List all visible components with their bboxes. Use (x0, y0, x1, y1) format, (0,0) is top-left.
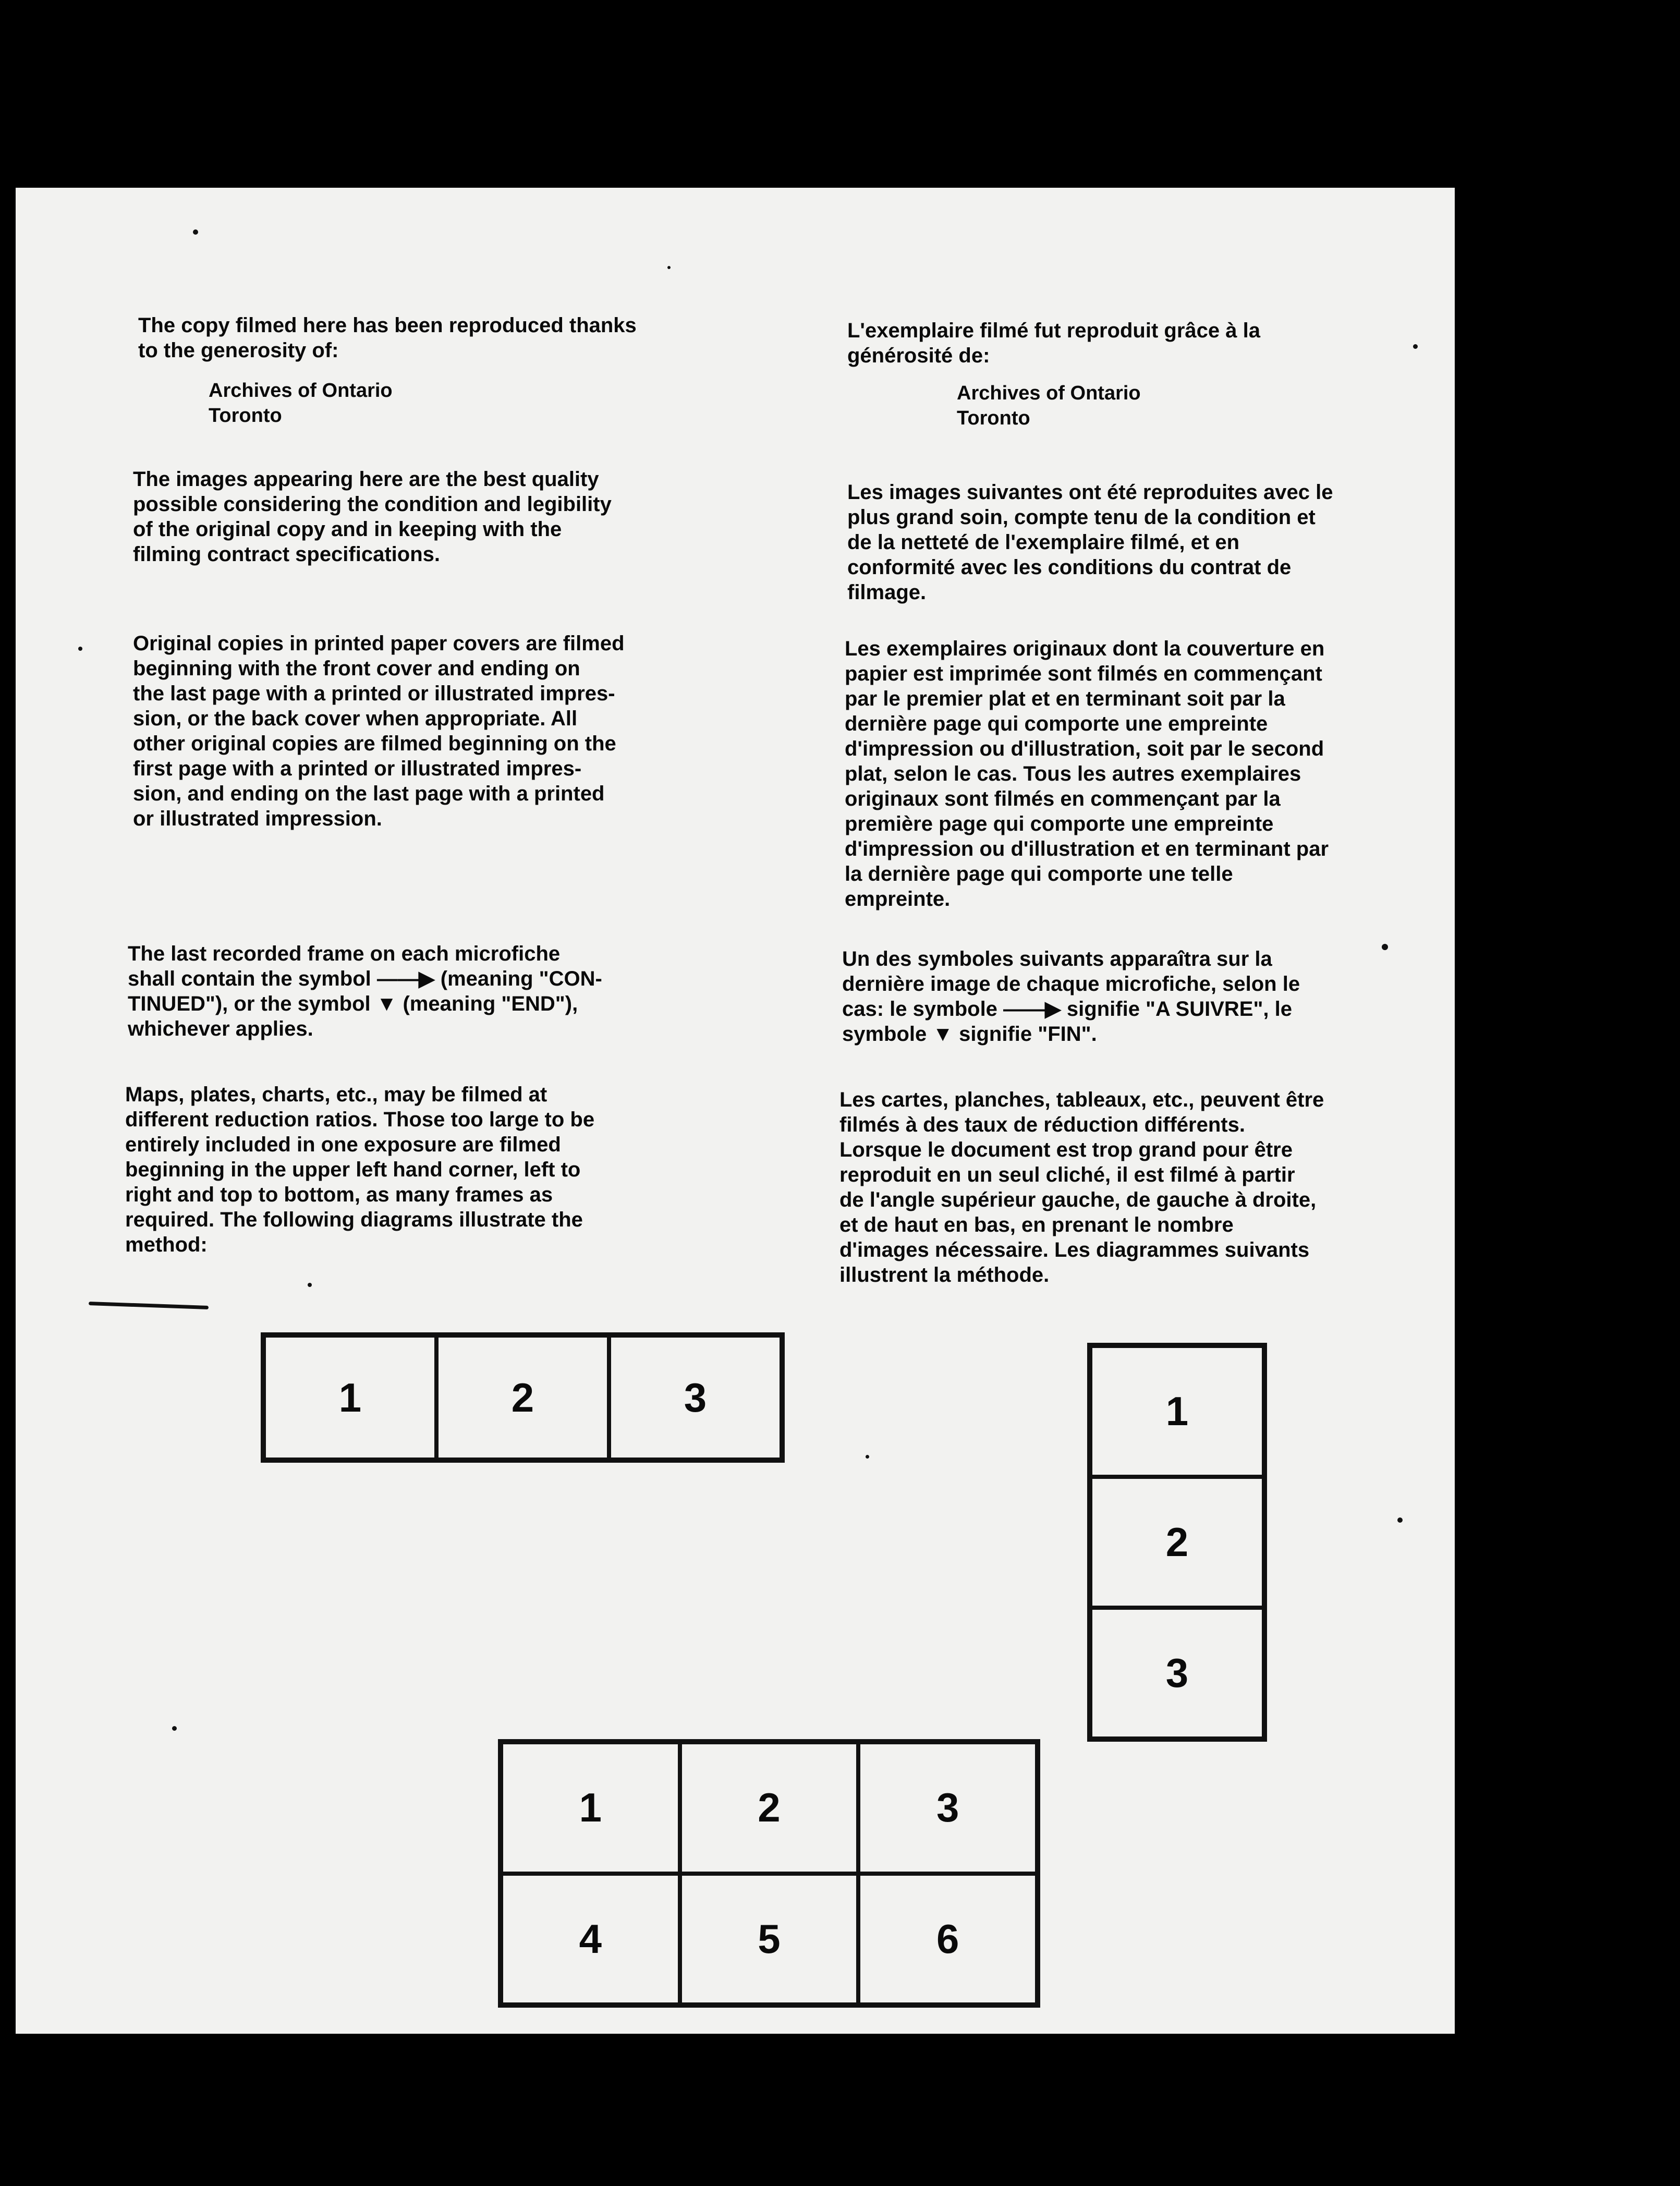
film-speck (1397, 1517, 1403, 1523)
maps-text-en: Maps, plates, charts, etc., may be filmed at different reduction ratios. Those too large to be entirely included in one exposure are filmed beginning in the upper left hand corner, left to right and top to bottom, as many frames as required. The following diagrams illustrate the method: (125, 1083, 595, 1256)
frame-cell: 5 (680, 1874, 859, 2005)
film-speck (866, 1455, 869, 1459)
film-speck (667, 266, 671, 269)
frame-cell: 2 (436, 1335, 609, 1460)
maps-text-fr: Les cartes, planches, tableaux, etc., peuvent être filmés à des taux de réduction différents. Lorsque le document est trop grand pour être reproduit en un seul cliché, il est filmé à partir de l'angle supérieur gauche, de gauche à droite, et de haut en bas, en prenant le nombre d'images nécessaire. Les diagrammes suivants illustrent la méthode. (839, 1088, 1324, 1286)
film-speck (1382, 944, 1388, 950)
diagram-vertical (1087, 1343, 1267, 1742)
originals-text-en: Original copies in printed paper covers are filmed beginning with the front cover and ending on the last page with a printed or illustrated impres- sion, or the back cover when appropriate. All other original copies are filmed beginning on the first page with a printed or illustrated impres- sion, and ending on the last page with a printed or illustrated impression. (133, 632, 625, 830)
credit-text-fr: L'exemplaire filmé fut reproduit grâce à la générosité de: (847, 319, 1260, 367)
film-speck (1413, 344, 1418, 349)
source-name-fr: Archives of Ontario (957, 382, 1141, 404)
frame-cell: 1 (264, 1335, 436, 1460)
frame-cell: 1 (1090, 1346, 1264, 1477)
diagram-horizontal (261, 1332, 785, 1463)
microfilm-page (16, 188, 1455, 2034)
symbols-text-fr: Un des symboles suivants apparaîtra sur la dernière image de chaque microfiche, selon le cas: le symbole ——▶ signifie "A SUIVRE", le symbole ▼ signifie "FIN". (842, 948, 1300, 1046)
film-speck (308, 1283, 312, 1287)
quality-text-en: The images appearing here are the best quality possible considering the condition and legibility of the original copy and in keeping with the filming contract specifications. (133, 468, 612, 566)
frame-cell: 3 (858, 1742, 1037, 1874)
source-name-en: Archives of Ontario (209, 380, 393, 402)
frame-cell: 2 (1090, 1477, 1264, 1608)
frame-cell: 2 (680, 1742, 859, 1874)
frame-cell: 3 (1090, 1608, 1264, 1739)
frame-cell: 1 (501, 1742, 680, 1874)
quality-text-fr: Les images suivantes ont été reproduites avec le plus grand soin, compte tenu de la condition et de la netteté de l'exemplaire filmé, et en conformité avec les conditions du contrat de filmage. (847, 481, 1333, 604)
frame-cell: 3 (609, 1335, 782, 1460)
film-speck (172, 1726, 177, 1731)
originals-text-fr: Les exemplaires originaux dont la couverture en papier est imprimée sont filmés en commençant par le premier plat et en terminant soit par la dernière page qui comporte une empreinte d'impression ou d'illustration, soit par le second plat, selon le cas. Tous les autres exemplaires originaux sont filmés en commençant par la première page qui comporte une empreinte d'impression ou d'illustration et en terminant par la dernière page qui comporte une telle empreinte. (845, 637, 1329, 910)
frame-cell: 4 (501, 1874, 680, 2005)
symbols-text-en: The last recorded frame on each microfiche shall contain the symbol ——▶ (meaning "CON- TINUED"), or the symbol ▼ (meaning "END"), whichever applies. (128, 942, 602, 1040)
frame-cell: 6 (858, 1874, 1037, 2005)
diagram-grid (498, 1739, 1040, 2008)
source-city-en: Toronto (209, 405, 282, 427)
film-scratch (89, 1302, 209, 1309)
source-city-fr: Toronto (957, 407, 1030, 429)
film-speck (78, 647, 82, 651)
credit-text-en: The copy filmed here has been reproduced thanks to the generosity of: (138, 314, 637, 362)
film-speck (193, 229, 198, 235)
